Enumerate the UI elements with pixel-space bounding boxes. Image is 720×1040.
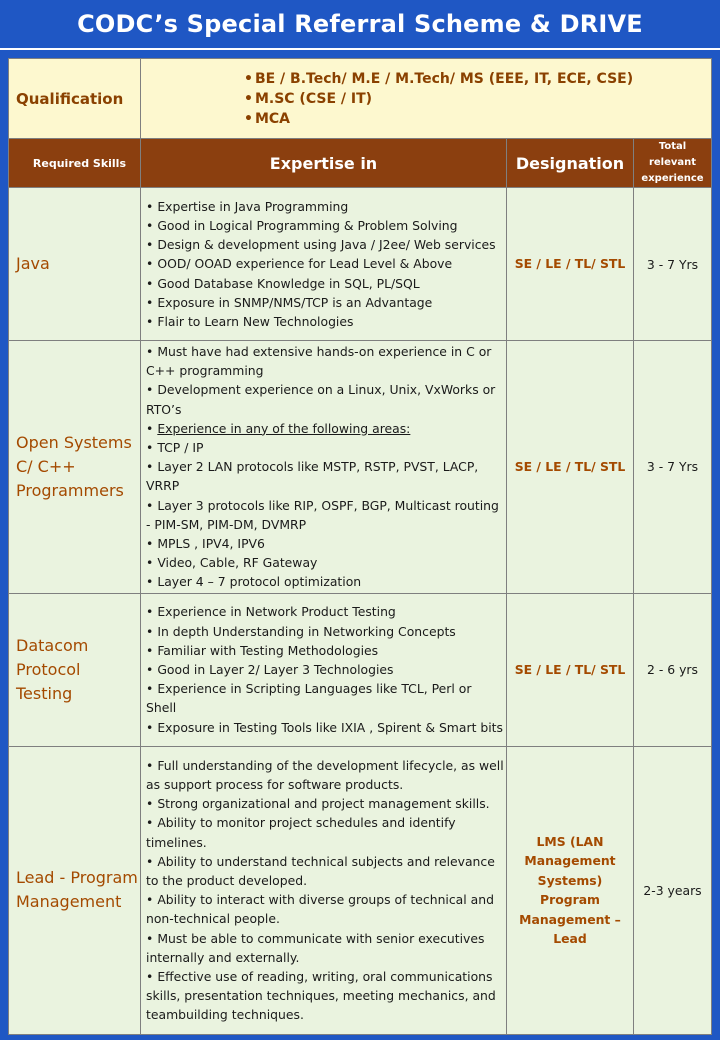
qualification-item: • BE / B.Tech/ M.E / M.Tech/ MS (EEE, IT, ECE, CSE) bbox=[244, 69, 711, 89]
experience-cell: 3 - 7 Yrs bbox=[634, 341, 712, 594]
referral-sheet bbox=[8, 58, 711, 1032]
experience-cell: 3 - 7 Yrs bbox=[634, 188, 712, 341]
expertise-item: • Experience in Network Product Testing bbox=[146, 602, 504, 621]
skill-name: Lead - Program Management bbox=[9, 746, 141, 1034]
experience-cell: 2-3 years bbox=[634, 746, 712, 1034]
expertise-cell bbox=[141, 593, 507, 746]
designation-cell: SE / LE / TL/ STL bbox=[507, 341, 634, 594]
expertise-cell bbox=[141, 746, 507, 1034]
expertise-item: • Must have had extensive hands-on experience in C or C++ programming bbox=[146, 342, 504, 380]
expertise-item-underlined bbox=[146, 419, 504, 438]
designation-cell: LMS (LAN Management Systems) Program Management – Lead bbox=[507, 746, 634, 1034]
referral-table bbox=[8, 58, 712, 1035]
header-total-experience: Total relevant experience bbox=[634, 139, 712, 188]
expertise-item: • TCP / IP bbox=[146, 438, 504, 457]
skill-name: Datacom Protocol Testing bbox=[9, 593, 141, 746]
qualification-cell bbox=[141, 59, 712, 139]
skill-name: Java bbox=[9, 188, 141, 341]
qualification-list bbox=[141, 69, 711, 129]
expertise-item: • Strong organizational and project management skills. bbox=[146, 794, 504, 813]
expertise-item: • Ability to interact with diverse groups of technical and non-technical people. bbox=[146, 890, 504, 928]
expertise-item: • Flair to Learn New Technologies bbox=[146, 312, 504, 331]
expertise-item: • In depth Understanding in Networking Concepts bbox=[146, 622, 504, 641]
expertise-item: • Good in Layer 2/ Layer 3 Technologies bbox=[146, 660, 504, 679]
table-row bbox=[9, 341, 712, 594]
expertise-item: • Layer 3 protocols like RIP, OSPF, BGP, Multicast routing - PIM-SM, PIM-DM, DVMRP bbox=[146, 496, 504, 534]
expertise-item: • Design & development using Java / J2ee/ Web services bbox=[146, 235, 504, 254]
expertise-list bbox=[146, 756, 504, 1025]
expertise-item: • Expertise in Java Programming bbox=[146, 197, 504, 216]
expertise-item: • Must be able to communicate with senior executives internally and externally. bbox=[146, 929, 504, 967]
skill-name: Open Systems C/ C++ Programmers bbox=[9, 341, 141, 594]
designation-cell: SE / LE / TL/ STL bbox=[507, 593, 634, 746]
page-title: CODC’s Special Referral Scheme & DRIVE bbox=[0, 0, 720, 50]
qualification-label: Qualification bbox=[9, 59, 141, 139]
expertise-item: • Layer 4 – 7 protocol optimization bbox=[146, 572, 504, 591]
expertise-item: • Ability to monitor project schedules and identify timelines. bbox=[146, 813, 504, 851]
expertise-list bbox=[146, 342, 504, 592]
expertise-item: • Development experience on a Linux, Unix, VxWorks or RTO’s bbox=[146, 380, 504, 418]
qualification-row bbox=[9, 59, 712, 139]
expertise-item: • Exposure in Testing Tools like IXIA , Spirent & Smart bits bbox=[146, 718, 504, 737]
expertise-item: • Video, Cable, RF Gateway bbox=[146, 553, 504, 572]
column-header-row bbox=[9, 139, 712, 188]
expertise-item: • Ability to understand technical subjects and relevance to the product developed. bbox=[146, 852, 504, 890]
expertise-item: • Layer 2 LAN protocols like MSTP, RSTP, PVST, LACP, VRRP bbox=[146, 457, 504, 495]
expertise-item: • OOD/ OOAD experience for Lead Level & Above bbox=[146, 254, 504, 273]
qualification-item: • M.SC (CSE / IT) bbox=[244, 89, 711, 109]
expertise-list bbox=[146, 197, 504, 331]
designation-cell: SE / LE / TL/ STL bbox=[507, 188, 634, 341]
qualification-item: • MCA bbox=[244, 109, 711, 129]
expertise-item: • Good Database Knowledge in SQL, PL/SQL bbox=[146, 274, 504, 293]
expertise-item: • MPLS , IPV4, IPV6 bbox=[146, 534, 504, 553]
expertise-item: • Full understanding of the development lifecycle, as well as support process for software products. bbox=[146, 756, 504, 794]
expertise-item: • Good in Logical Programming & Problem Solving bbox=[146, 216, 504, 235]
expertise-item: • Effective use of reading, writing, oral communications skills, presentation techniques, meeting mechanics, and teambuilding techniques. bbox=[146, 967, 504, 1025]
table-row bbox=[9, 746, 712, 1034]
expertise-item: • Familiar with Testing Methodologies bbox=[146, 641, 504, 660]
expertise-item-text: Experience in any of the following areas: bbox=[157, 420, 411, 436]
expertise-item: • Exposure in SNMP/NMS/TCP is an Advantage bbox=[146, 293, 504, 312]
experience-cell: 2 - 6 yrs bbox=[634, 593, 712, 746]
header-expertise: Expertise in bbox=[141, 139, 507, 188]
header-required-skills: Required Skills bbox=[9, 139, 141, 188]
table-row bbox=[9, 593, 712, 746]
header-designation: Designation bbox=[507, 139, 634, 188]
expertise-list bbox=[146, 602, 504, 736]
expertise-cell bbox=[141, 188, 507, 341]
expertise-cell bbox=[141, 341, 507, 594]
table-row bbox=[9, 188, 712, 341]
expertise-item: • Experience in Scripting Languages like TCL, Perl or Shell bbox=[146, 679, 504, 717]
